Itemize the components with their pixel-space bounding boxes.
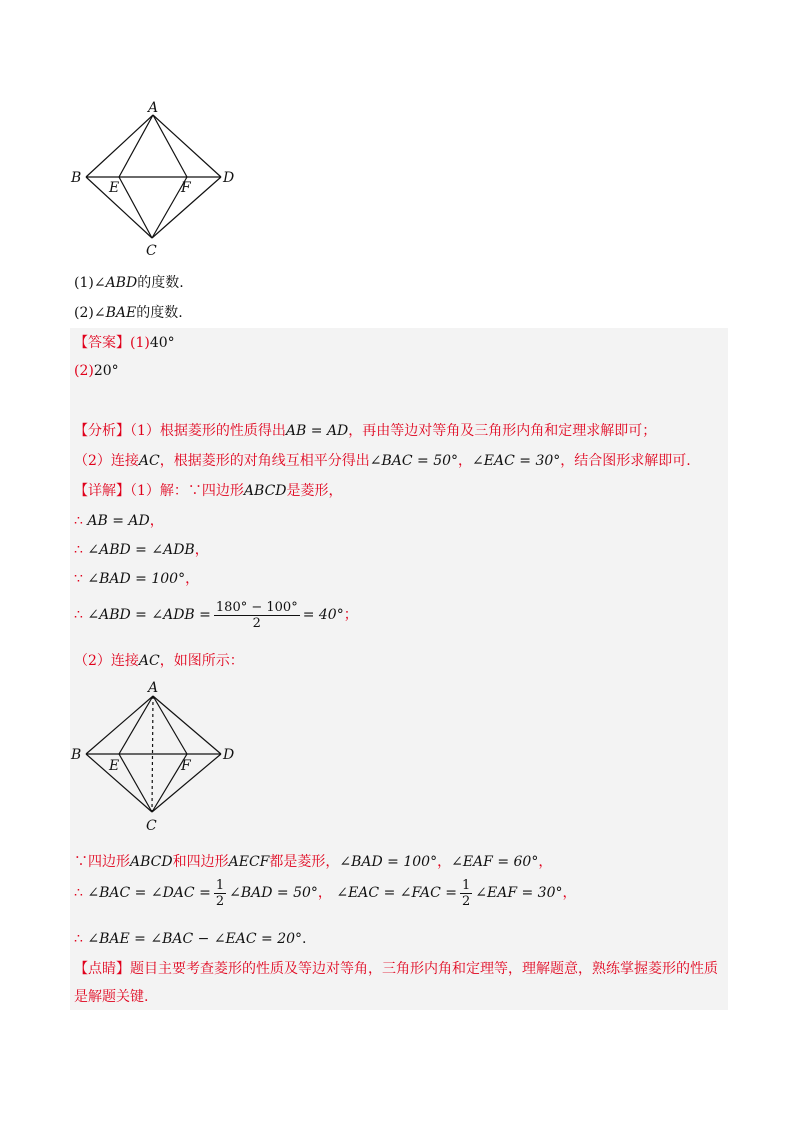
answer-line-1: 【答案】(1)40° <box>74 335 175 351</box>
answer-line-2: (2)20° <box>74 363 119 379</box>
analysis-line-2: （2）连接AC，根据菱形的对角线互相平分得出∠BAC = 50°，∠EAC = 30°，结合图形求解即可. <box>74 453 691 469</box>
detail-line-1: 【详解】（1）解：∵四边形ABCD是菱形， <box>74 483 343 499</box>
label-b: B <box>71 747 82 763</box>
edge-ad <box>153 115 221 177</box>
label-c: C <box>146 818 157 834</box>
label-a: A <box>148 100 159 116</box>
edge-af <box>153 115 187 177</box>
detail-line-9: ∴ ∠BAE = ∠BAC − ∠EAC = 20°. <box>74 931 307 947</box>
detail-line-6: （2）连接AC，如图所示： <box>74 653 244 669</box>
analysis-tag: 【分析】 <box>74 423 130 439</box>
comment-tag: 【点睛】 <box>74 961 130 977</box>
fraction-half-1: $\frac{1}{2}$ <box>215 877 225 909</box>
label-a: A <box>148 680 159 696</box>
edge-ab <box>86 115 153 177</box>
comment-line-1: 【点睛】题目主要考查菱形的性质及等边对等角，三角形内角和定理等，理解题意，熟练掌握菱形的性质 <box>74 961 718 977</box>
label-c: C <box>146 243 157 259</box>
q1-expr: ∠ABD <box>93 275 138 291</box>
analysis-line-1: 【分析】（1）根据菱形的性质得出AB = AD，再由等边对等角及三角形内角和定理求解即可； <box>74 423 657 439</box>
edge-ae <box>119 115 153 177</box>
detail-line-7: ∵四边形ABCD和四边形AECF都是菱形，∠BAD = 100°，∠EAF = 60°， <box>74 854 553 870</box>
detail-line-2: ∴ AB = AD， <box>74 513 164 529</box>
label-b: B <box>71 170 82 186</box>
label-d: D <box>223 170 235 186</box>
comment-line-2: 是解题关键. <box>74 989 149 1005</box>
edge-ec <box>119 177 152 238</box>
detail-tag: 【详解】 <box>74 483 130 499</box>
detail-line-3: ∴ ∠ABD = ∠ADB， <box>74 542 209 558</box>
q2-expr: ∠BAE <box>93 305 137 321</box>
label-f: F <box>181 180 191 196</box>
figure-rhombus-2 <box>66 678 246 838</box>
question-2: (2)∠BAE的度数. <box>74 305 183 321</box>
label-e: E <box>109 758 120 774</box>
figure-rhombus-1 <box>66 100 246 260</box>
label-e: E <box>109 180 120 196</box>
question-1: (1)∠ABD的度数. <box>74 275 184 291</box>
label-f: F <box>181 758 191 774</box>
answer-tag: 【答案】 <box>74 335 130 351</box>
label-d: D <box>223 747 235 763</box>
detail-line-4: ∵ ∠BAD = 100°， <box>74 571 200 587</box>
detail-line-5: ∴ ∠ABD = ∠ADB = $\frac{180^\circ - 100^\circ}{2}$ = 40°； <box>74 599 358 631</box>
fraction-1: $\frac{180^\circ - 100^\circ}{2}$ <box>215 599 298 631</box>
fraction-half-2: $\frac{1}{2}$ <box>462 877 471 909</box>
detail-line-8: ∴ ∠BAC = ∠DAC = $\frac{1}{2}$ ∠BAD = 50°， ∠EAC = ∠FAC = $\frac{1}{2}$ ∠EAF = 30°， <box>74 877 577 909</box>
